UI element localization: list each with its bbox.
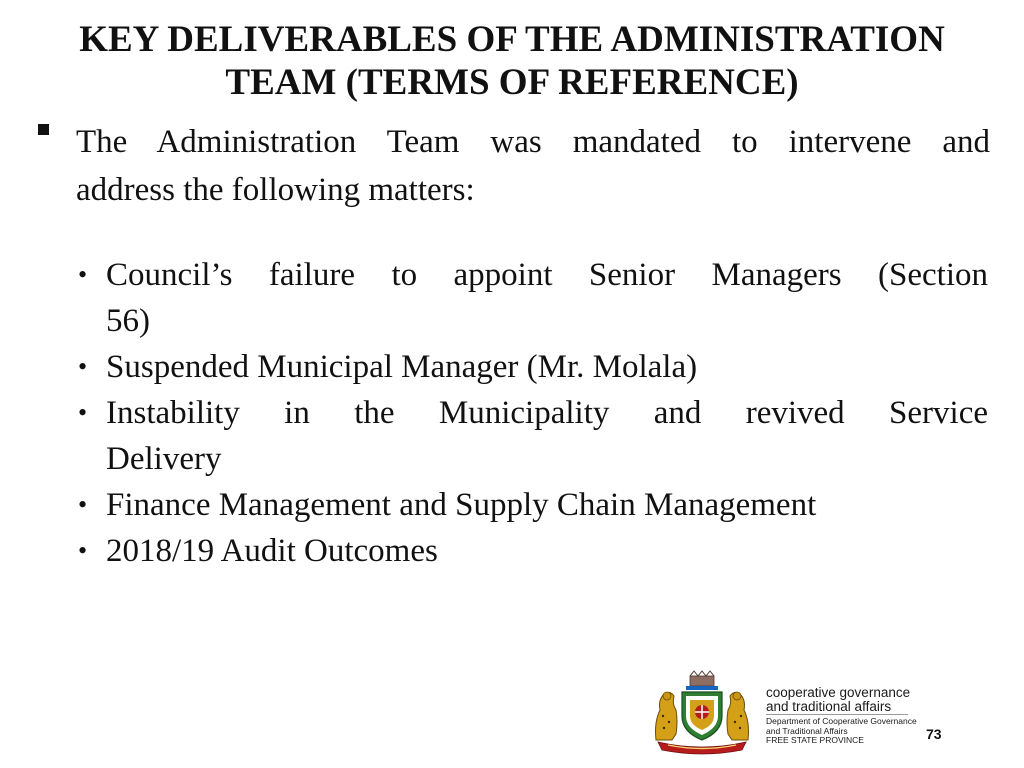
bullet-dot-icon: • — [78, 398, 88, 427]
department-subtitle-line-3: FREE STATE PROVINCE — [766, 735, 864, 745]
coat-of-arms-icon — [650, 670, 754, 756]
main-bullet-point — [38, 118, 990, 214]
square-bullet-icon — [38, 124, 49, 135]
sub-bullet-line: 56) — [106, 303, 150, 339]
bullet-dot-icon: • — [78, 352, 88, 381]
slide-title — [20, 18, 1004, 104]
page-number: 73 — [926, 726, 942, 742]
department-subtitle — [766, 717, 936, 746]
sub-bullet-line: Suspended Municipal Manager (Mr. Molala) — [106, 349, 698, 385]
sub-bullet-text — [106, 528, 988, 574]
bullet-dot-icon: • — [78, 260, 88, 289]
footer-logo-block — [650, 670, 950, 760]
sub-bullet-item — [76, 390, 988, 482]
title-line-1: KEY DELIVERABLES OF THE ADMINISTRATION — [79, 19, 945, 60]
sub-bullet-item — [76, 482, 988, 528]
sub-bullet-line: Delivery — [106, 441, 222, 477]
department-name — [766, 686, 946, 714]
sub-bullet-text — [106, 482, 988, 528]
department-subtitle-line-1: Department of Cooperative Governance — [766, 716, 917, 726]
footer-divider — [766, 714, 908, 715]
main-bullet-line-2: address the following matters: — [76, 172, 475, 208]
sub-bullet-item — [76, 528, 988, 574]
sub-bullet-line: Finance Management and Supply Chain Management — [106, 487, 817, 523]
sub-bullet-text — [106, 390, 988, 482]
sub-bullet-text — [106, 344, 988, 390]
main-bullet-line-1: The Administration Team was mandated to intervene and — [76, 124, 990, 160]
department-name-line-2: and traditional affairs — [766, 699, 892, 714]
sub-bullet-text — [106, 252, 988, 344]
sub-bullet-list — [76, 252, 988, 574]
department-name-line-1: cooperative governance — [766, 685, 911, 700]
sub-bullet-item — [76, 252, 988, 344]
department-subtitle-line-2: and Traditional Affairs — [766, 725, 848, 736]
sub-bullet-line: Instability in the Municipality and revived Service — [106, 395, 988, 431]
main-bullet-text — [76, 118, 990, 214]
bullet-dot-icon: • — [78, 536, 88, 565]
bullet-dot-icon: • — [78, 490, 88, 519]
sub-bullet-line: Council’s failure to appoint Senior Managers (Section — [106, 257, 988, 293]
sub-bullet-line: 2018/19 Audit Outcomes — [106, 533, 438, 569]
title-line-2: TEAM (TERMS OF REFERENCE) — [225, 62, 799, 103]
sub-bullet-item — [76, 344, 988, 390]
